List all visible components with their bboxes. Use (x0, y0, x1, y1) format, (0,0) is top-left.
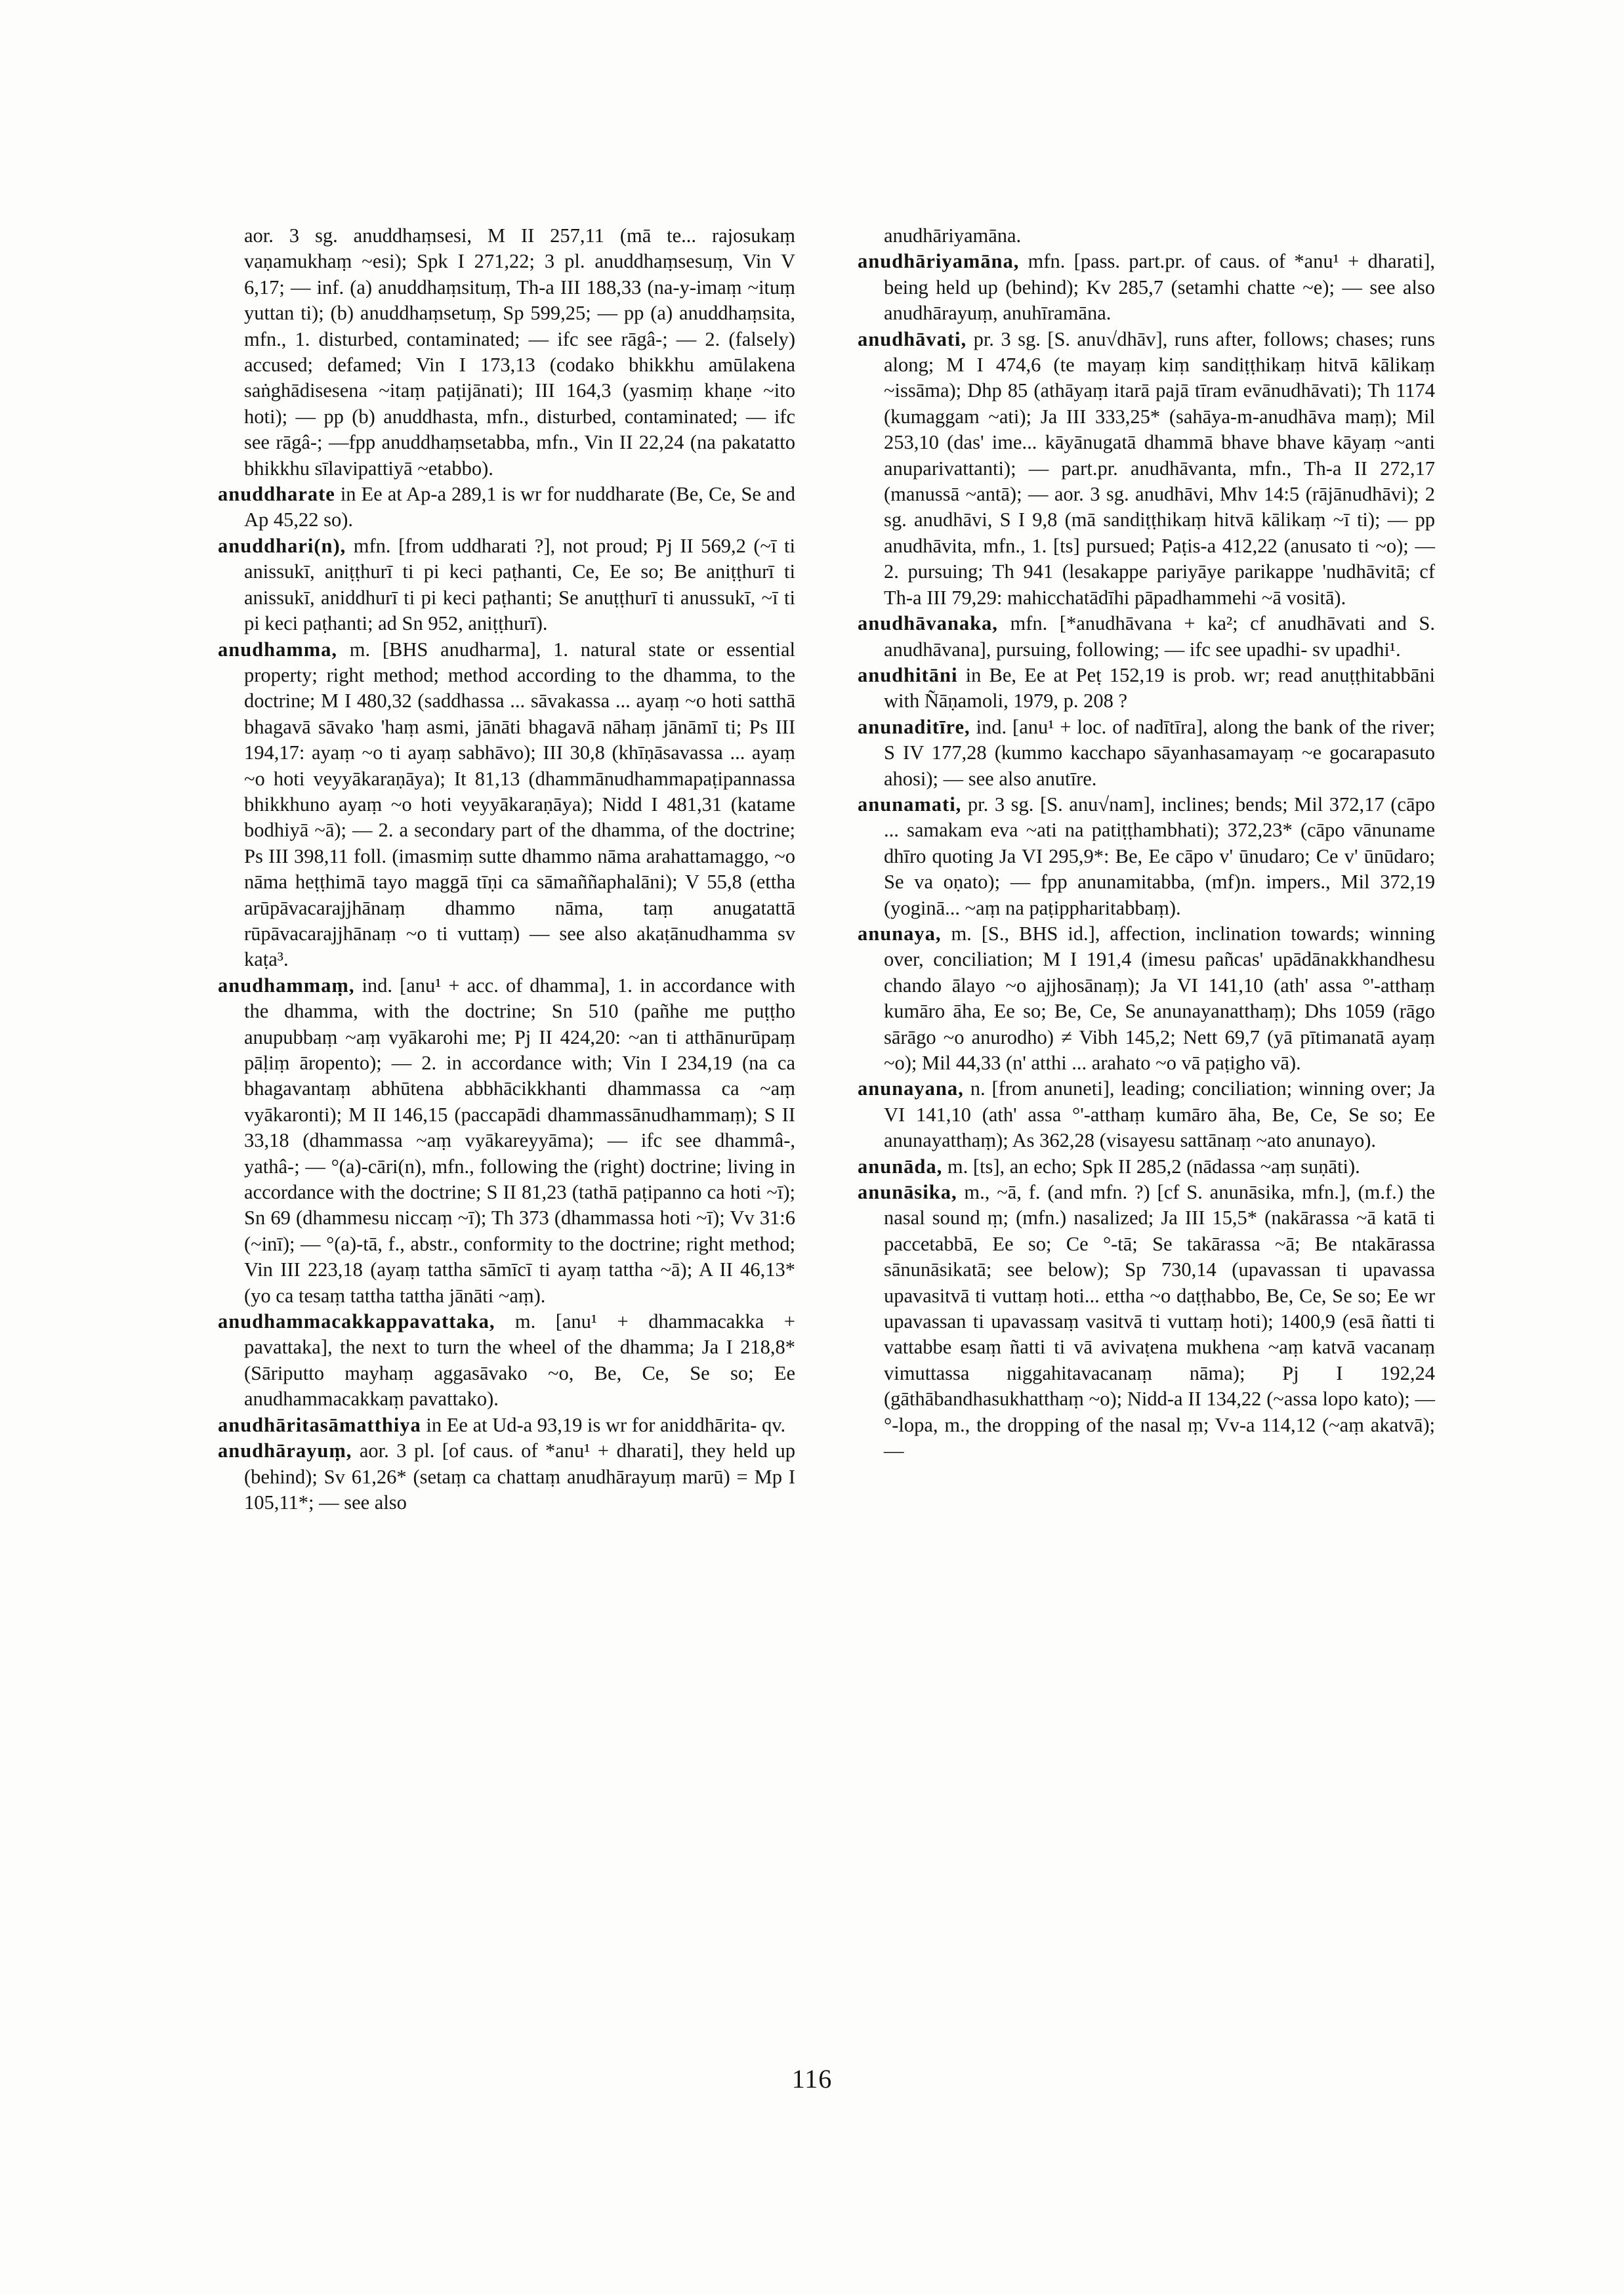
page-number: 116 (791, 2064, 833, 2094)
entry-definition: pr. 3 sg. [S. anu√nam], inclines; bends; Mil 372,17 (cāpo ... samakam eva ~ati na patiṭṭhambhati); 372,23* (cāpo vānuname dhīro quoting Ja VI 295,9*: Be, Ee cāpo v' ūnudaro; Ce v' ūnūdaro; Se va oṇato); — fpp anunamitabba, (mf)n. impers., Mil 372,19 (yoginā... ~aṃ na paṭippharitabbaṃ). (884, 793, 1435, 919)
dictionary-entry (218, 482, 795, 533)
dictionary-entry (218, 533, 795, 637)
entry-continuation (218, 223, 795, 482)
entry-definition: aor. 3 sg. anuddhaṃsesi, M II 257,11 (mā te... rajosukaṃ vaṇamukhaṃ ~esi); Spk I 271,22; 3 pl. anuddhaṃsesuṃ, Vin V 6,17; — inf. (a) anuddhaṃsituṃ, Th-a III 188,33 (na-y-imaṃ ~ituṃ yuttan ti); (b) anuddhaṃsetuṃ, Sp 599,25; — pp (a) anuddhaṃsita, mfn., 1. disturbed, contaminated; — ifc see rāgâ-; — 2. (falsely) accused; defamed; Vin I 173,13 (codako bhikkhu amūlakena saṅghādisesena ~itaṃ paṭijānati); III 164,3 (yasmiṃ khaṇe ~ito hoti); — pp (b) anuddhasta, mfn., disturbed, contaminated; — ifc see rāgâ-; —fpp anuddhaṃsetabba, mfn., Vin II 22,24 (na pakatatto bhikkhu sīlavipattiyā ~etabbo). (244, 224, 795, 480)
entry-definition: m. [anu¹ + dhammacakka + pavattaka], the next to turn the wheel of the dhamma; Ja I 218,8* (Sāriputto mayhaṃ aggasāvako ~o, Be, Ce, Se so; Ee anudhammacakkaṃ pavattako). (244, 1310, 795, 1411)
entry-definition: anudhāriyamāna. (884, 224, 1022, 247)
dictionary-entry (218, 1438, 795, 1516)
entry-headword: anuddharate (218, 483, 335, 506)
entry-definition: mfn. [pass. part.pr. of caus. of *anu¹ + dharati], being held up (behind); Kv 285,7 (setamhi chatte ~e); — see also anudhārayuṃ, anuhīramāna. (884, 250, 1436, 325)
right-column (858, 223, 1435, 1464)
dictionary-entry (858, 611, 1435, 663)
entry-headword: anudhamma, (218, 638, 338, 661)
entry-definition: ind. [anu¹ + loc. of nadītīra], along the bank of the river; S IV 177,28 (kummo kacchapo sāyanhasamayaṃ ~e gocarapasuto ahosi); — see also anutīre. (884, 715, 1435, 790)
entry-headword: anunayana, (858, 1077, 964, 1100)
dictionary-entry (858, 714, 1435, 792)
entry-definition: in Ee at Ud-a 93,19 is wr for aniddhārita- qv. (426, 1413, 786, 1436)
entry-definition: in Ee at Ap-a 289,1 is wr for nuddharate (Be, Ce, Se and Ap 45,22 so). (244, 483, 796, 531)
entry-definition: m. [BHS anudharma], 1. natural state or essential property; right method; method according to the dhamma, to the doctrine; M I 480,32 (saddhassa ... sāvakassa ... ayaṃ ~o hoti satthā bhagavā sāvako 'haṃ asmi, jānāti bhagavā nāhaṃ jānāmī ti; Ps III 194,17: ayaṃ ~o ti ayaṃ sabhāvo); III 30,8 (khīṇāsavassa ... ayaṃ ~o hoti veyyākaraṇāya); It 81,13 (dhammānudhammapaṭipannassa bhikkhuno ayaṃ ~o hoti veyyākaraṇāya); Nidd I 481,31 (katame bodhiyā ~ā); — 2. a secondary part of the dhamma, of the doctrine; Ps III 398,11 foll. (imasmiṃ sutte dhammo nāma arahattamaggo, ~o nāma heṭṭhimā tayo maggā tīṇi ca sāmaññaphalāni); V 55,8 (ettha arūpāvacarajjhānaṃ dhammo nāma, taṃ anugatattā rūpāvacarajjhānaṃ ~o ti vuttaṃ) — see also akaṭānudhamma sv kaṭa³. (244, 638, 795, 971)
entry-headword: anudhāvati, (858, 327, 967, 350)
dictionary-entry (218, 1309, 795, 1413)
entry-headword: anunamati, (858, 793, 962, 816)
dictionary-entry (218, 1413, 795, 1438)
dictionary-entry (858, 1180, 1435, 1464)
entry-definition: m., ~ā, f. (and mfn. ?) [cf S. anunāsika, mfn.], (m.f.) the nasal sound ṃ; (mfn.) nasalized; Ja III 15,5* (nakārassa ~ā katā ti paccetabbā, Ee so; Ce °-tā; Se takārassa ~ā; Be ntakārassa sānunāsikatā; see below); Sp 730,14 (upavassan ti upavassa upavasitvā ti vuttaṃ hoti... ettha ~o daṭṭhabbo, Be, Ce, Se so; Ee wr upavassan ti upavassaṃ vasitvā ti vuttaṃ hoti); 1400,9 (esā ñatti ti vattabbe esaṃ ñatti ti vā avivaṭena mukhena ~aṃ katvā vacanaṃ vimuttassa niggahitavacanaṃ nāma); Pj I 192,24 (gāthābandhasukhatthaṃ ~o); Nidd-a II 134,22 (~assa lopo kato); — °-lopa, m., the dropping of the nasal ṃ; Vv-a 114,12 (~aṃ akatvā); — (884, 1181, 1435, 1462)
dictionary-entry (858, 1154, 1435, 1180)
entry-definition: in Be, Ee at Peṭ 152,19 is prob. wr; read anuṭṭhitabbāni with Ñāṇamoli, 1979, p. 208 ? (884, 663, 1435, 713)
entry-definition: m. [S., BHS id.], affection, inclination towards; winning over, conciliation; M I 191,4 (imesu pañcas' upādānakkhandhesu chando ālayo ~o ajjhosānaṃ); Ja VI 141,10 (ath' assa °'-atthaṃ kumāro āha, Ee so; Be, Ce, Se anunayanatthaṃ); Dhs 1059 (rāgo sārāgo ~o anurodho) ≠ Vibh 145,2; Nett 69,7 (yā pītimanatā ayaṃ ~o); Mil 44,33 (n' atthi ... arahato ~o vā paṭigho vā). (884, 922, 1436, 1074)
entry-headword: anunaditīre, (858, 715, 970, 738)
entry-definition: n. [from anuneti], leading; conciliation; winning over; Ja VI 141,10 (ath' assa °'-atthaṃ kumāro āha, Be, Ce, Se so; Ee anunayatthaṃ); As 362,28 (visayesu sattānaṃ ~ato anunayo). (884, 1077, 1436, 1152)
dictionary-entry (858, 663, 1435, 714)
entry-headword: anuddhari(n), (218, 534, 346, 557)
entry-headword: anudhammaṃ, (218, 974, 355, 997)
dictionary-entry (858, 1076, 1435, 1153)
entry-headword: anudhāritasāmatthiya (218, 1413, 421, 1436)
entry-definition: pr. 3 sg. [S. anu√dhāv], runs after, follows; chases; runs along; M I 474,6 (te mayaṃ kiṃ sandiṭṭhikaṃ hitvā kālikaṃ ~issāma); Dhp 85 (athāyaṃ itarā pajā tīram evānudhāvati); Th 1174 (kumaggam ~ati); Ja III 333,25* (sahāya-m-anudhāva maṃ); Mil 253,10 (das' ime... kāyānugatā dhammā bhave bhave kāyaṃ ~anti anuparivattanti); — part.pr. anudhāvanta, mfn., Th-a II 272,17 (manussā ~antā); — aor. 3 sg. anudhāvi, Mhv 14:5 (rājānudhāvi); 2 sg. anudhāvi, S I 9,8 (mā sandiṭṭhikaṃ hitvā kālikaṃ ~ī ti); — pp anudhāvita, mfn., 1. [ts] pursued; Paṭis-a 412,22 (anusato ti ~o); — 2. pursuing; Th 941 (lesakappe pariyāye parikappe 'nudhāvitā; cf Th-a III 79,29: mahicchatādīhi pāpadhammehi ~ā vositā). (884, 327, 1435, 609)
dictionary-entry (858, 327, 1435, 611)
entry-definition: mfn. [from uddharati ?], not proud; Pj II 569,2 (~ī ti anissukī, aniṭṭhurī ti pi keci paṭhanti, Ce, Ee so; Be aniṭṭhurī ti anissukī, aniddhurī ti pi keci paṭhanti; Se anuṭṭhurī ti anussukī, ~ī ti pi keci paṭhanti; ad Sn 952, aniṭṭhurī). (244, 534, 795, 635)
dictionary-entry (858, 792, 1435, 921)
entry-headword: anunāsika, (858, 1181, 957, 1204)
entry-definition: ind. [anu¹ + acc. of dhamma], 1. in accordance with the dhamma, with the doctrine; Sn 510 (pañhe me puṭṭho anupubbaṃ ~aṃ vyākarohi me; Pj II 424,20: ~an ti atthānurūpaṃ pāḷiṃ āropento); — 2. in accordance with; Vin I 234,19 (na ca bhagavantaṃ abhūtena abbhācikkhanti dhammassa ca ~aṃ vyākaronti); M II 146,15 (paccapādi dhammassānudhammaṃ); S II 33,18 (dhammassa ~aṃ vyākareyyāma); — ifc see dhammâ-, yathâ-; — °(a)-cāri(n), mfn., following the (right) doctrine; living in accordance with the doctrine; S II 81,23 (tathā paṭipanno ca hoti ~ī); Sn 69 (dhammesu niccaṃ ~ī); Th 373 (dhammassa hoti ~ī); Vv 31:6 (~inī); — °(a)-tā, f., abstr., conformity to the doctrine; right method; Vin III 223,18 (ayaṃ tattha sāmīcī ti ayaṃ tattha ~ā); A II 46,13* (yo ca tesaṃ tattha tattha jānāti ~aṃ). (244, 974, 795, 1307)
entry-continuation (858, 223, 1435, 249)
entry-headword: anunāda, (858, 1155, 943, 1178)
entry-headword: anunaya, (858, 922, 942, 945)
dictionary-entry (218, 637, 795, 973)
entry-definition: mfn. [*anudhāvana + ka²; cf anudhāvati and S. anudhāvana], pursuing, following; — ifc see upadhi- sv upadhi¹. (884, 612, 1436, 661)
entry-headword: anudhāvanaka, (858, 612, 998, 635)
entry-definition: m. [ts], an echo; Spk II 285,2 (nādassa ~aṃ suṇāti). (947, 1155, 1360, 1178)
entry-headword: anudhitāni (858, 663, 958, 686)
entry-headword: anudhārayuṃ, (218, 1439, 352, 1462)
dictionary-entry (218, 973, 795, 1309)
entry-definition: aor. 3 pl. [of caus. of *anu¹ + dharati], they held up (behind); Sv 61,26* (setaṃ ca chattaṃ anudhārayuṃ marū) = Mp I 105,11*; — see also (244, 1439, 796, 1514)
entry-headword: anudhāriyamāna, (858, 250, 1020, 273)
dictionary-entry (858, 921, 1435, 1076)
dictionary-entry (858, 249, 1435, 326)
entry-headword: anudhammacakkappavattaka, (218, 1310, 495, 1333)
left-column (218, 223, 795, 1516)
